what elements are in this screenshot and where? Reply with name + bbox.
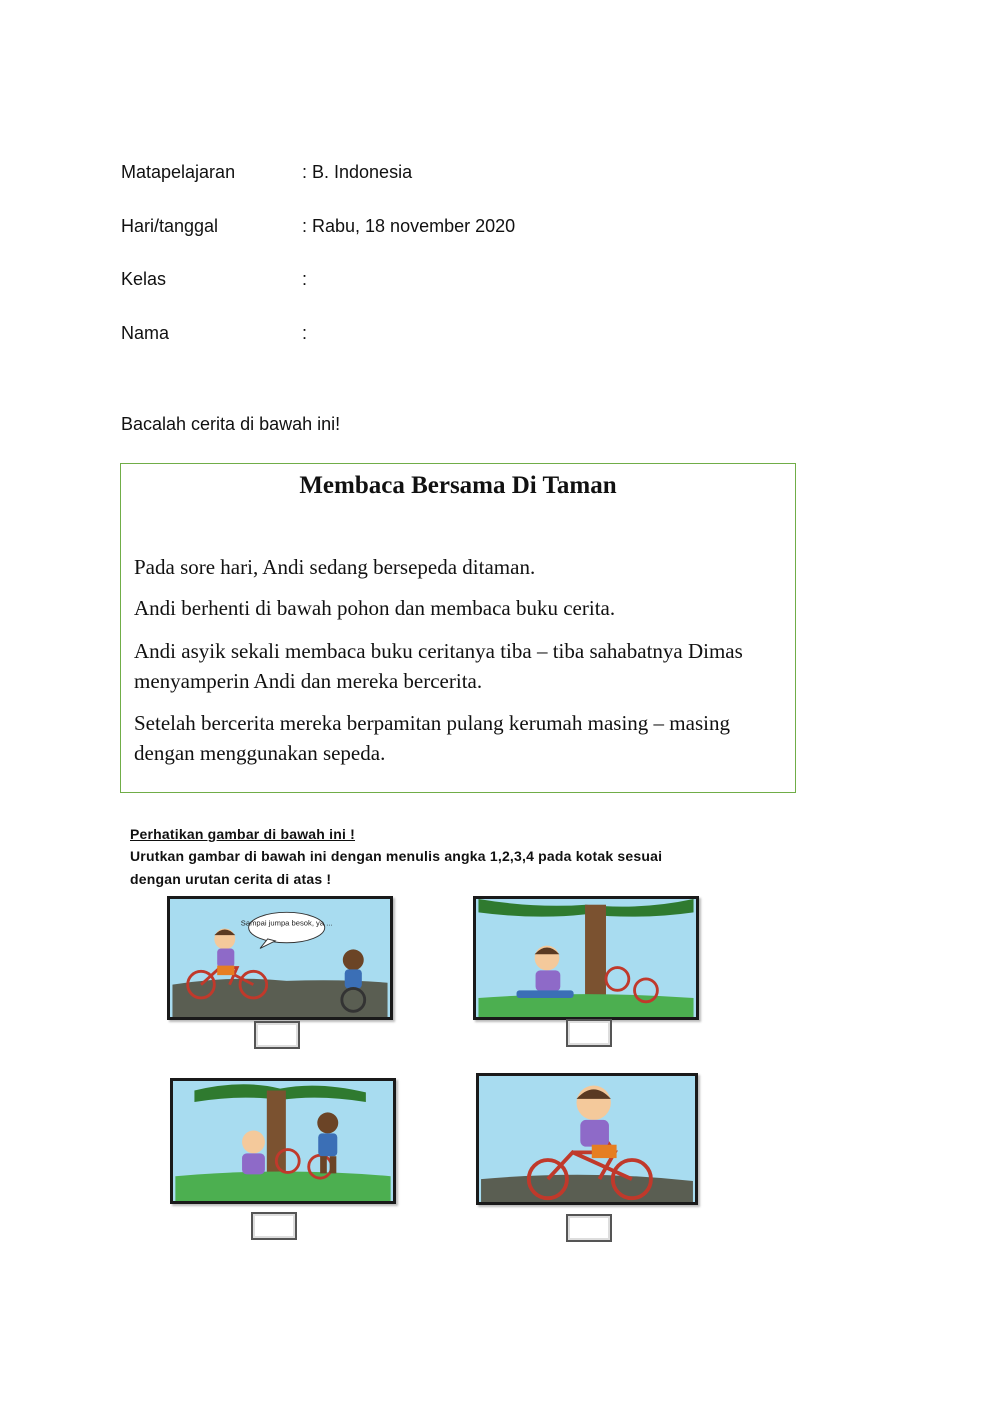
name-label: Nama: [121, 323, 170, 343]
class-value: :: [302, 269, 308, 289]
story-paragraph-3: Andi asyik sekali membaca buku ceritanya tiba – tiba sahabatnya Dimas menyamperin Andi dan mereka bercerita.: [134, 639, 743, 693]
story-paragraph-2: Andi berhenti di bawah pohon dan membaca buku cerita.: [134, 596, 616, 620]
reading-instruction: Bacalah cerita di bawah ini!: [121, 414, 341, 434]
speech-bubble-text: Sampai jumpa besok, ya ...: [240, 918, 333, 928]
picture-goodbye: [167, 896, 393, 1020]
picture-riding-bike: [476, 1073, 698, 1205]
story-paragraph-1: Pada sore hari, Andi sedang bersepeda ditaman.: [134, 555, 536, 579]
answer-box-4[interactable]: [566, 1214, 612, 1242]
subject-value: : B. Indonesia: [302, 162, 413, 182]
story-title: Membaca Bersama Di Taman: [299, 472, 617, 499]
answer-box-3[interactable]: [251, 1212, 297, 1240]
task-line-1: Perhatikan gambar di bawah ini !: [130, 826, 356, 842]
goodbye-illustration: [170, 899, 390, 1017]
friend-illustration: [173, 1081, 393, 1201]
riding-illustration: [479, 1076, 695, 1202]
class-label: Kelas: [121, 269, 167, 289]
task-line-3: dengan urutan cerita di atas !: [130, 871, 332, 887]
answer-box-2[interactable]: [566, 1019, 612, 1047]
picture-friend-arrives: [170, 1078, 396, 1204]
date-value: : Rabu, 18 november 2020: [302, 216, 516, 236]
reading-illustration: [476, 899, 696, 1017]
date-label: Hari/tanggal: [121, 216, 219, 236]
story-box: [120, 463, 796, 793]
name-value: :: [302, 323, 308, 343]
task-line-2: Urutkan gambar di bawah ini dengan menulis angka 1,2,3,4 pada kotak sesuai: [130, 848, 663, 864]
answer-box-1[interactable]: [254, 1021, 300, 1049]
subject-label: Matapelajaran: [121, 162, 236, 182]
picture-reading-under-tree: [473, 896, 699, 1020]
story-paragraph-4: Setelah bercerita mereka berpamitan pulang kerumah masing – masing dengan menggunakan sepeda.: [134, 711, 730, 765]
